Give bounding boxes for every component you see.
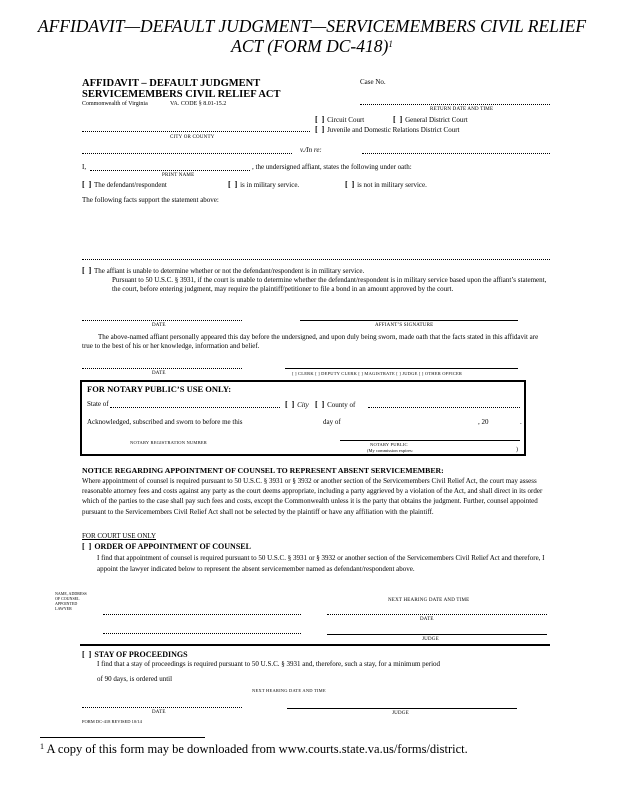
- general-district-option[interactable]: [ ] General District Court: [393, 115, 468, 124]
- unable-option[interactable]: [ ] The affiant is unable to determine whether or not the defendant/respondent is in military service.: [82, 266, 365, 275]
- page-title-line1: AFFIDAVIT—DEFAULT JUDGMENT—SERVICEMEMBERS CIVIL RELIEF: [37, 16, 587, 36]
- in-service-option[interactable]: [ ] is in military service.: [228, 180, 300, 189]
- not-in-service-checkbox[interactable]: [ ]: [345, 180, 356, 189]
- officer-date-label: DATE: [152, 371, 166, 376]
- circuit-court-option[interactable]: [ ] Circuit Court: [315, 115, 365, 124]
- section-divider: [80, 644, 550, 646]
- state-field[interactable]: [110, 407, 280, 408]
- stay-date-label: DATE: [152, 710, 166, 715]
- next-hearing-label: NEXT HEARING DATE AND TIME: [388, 598, 470, 603]
- affiant-date-label: DATE: [152, 323, 166, 328]
- affiant-intro-prefix: I,: [82, 163, 87, 171]
- order-judge-label: JUDGE: [422, 637, 439, 642]
- jdr-court-option[interactable]: [ ] Juvenile and Domestic Relations District Court: [315, 125, 460, 134]
- jdr-court-checkbox[interactable]: [ ]: [315, 125, 326, 134]
- form-title-line2: SERVICEMEMBERS CIVIL RELIEF ACT: [82, 89, 281, 100]
- city-option[interactable]: [ ] City: [285, 400, 309, 409]
- notary-registration-label: NOTARY REGISTRATION NUMBER: [130, 440, 207, 445]
- officer-signature-field[interactable]: [285, 368, 518, 369]
- next-hearing-field[interactable]: [327, 614, 547, 615]
- county-field[interactable]: [368, 407, 520, 408]
- stay-date-field[interactable]: [82, 707, 242, 708]
- circuit-court-checkbox[interactable]: [ ]: [315, 115, 326, 124]
- return-date-field[interactable]: [360, 104, 550, 105]
- order-judge-signature-field[interactable]: [327, 634, 547, 635]
- return-date-label: RETURN DATE AND TIME: [430, 107, 494, 112]
- notice-body: Where appointment of counsel is required pursuant to 50 U.S.C. § 3931 or § 3932 or another section of the Servicemembers Civil Relief Act, the court may assess reasonable attorney fees and costs against any party as the court deems appropriate, including a party aggrieved by a violation of the Act, and shall direct in its order which of the parties to the case shall pay such fees and costs, except the Commonwealth unless it is the party that obtains the judgment. Further, counsel appointed pursuant to the Servicemembers Civil Relief Act shall not be selected by the plaintiff or have any affiliation with the plaintiff.: [82, 477, 543, 516]
- form-title-line1: AFFIDAVIT – DEFAULT JUDGMENT: [82, 78, 261, 89]
- facts-label: The following facts support the statement above:: [82, 196, 219, 204]
- day-of-label: day of: [323, 418, 341, 426]
- stay-checkbox[interactable]: [ ]: [82, 650, 93, 659]
- stay-option[interactable]: [ ] STAY OF PROCEEDINGS: [82, 650, 188, 659]
- stay-next-hearing-label: NEXT HEARING DATE AND TIME: [252, 688, 326, 693]
- defendant-checkbox[interactable]: [ ]: [82, 180, 93, 189]
- footnote-rule: [40, 737, 205, 738]
- stay-judge-signature-field[interactable]: [287, 708, 517, 709]
- form-id: FORM DC-418 REVISED 10/14: [82, 719, 142, 724]
- city-checkbox[interactable]: [ ]: [285, 400, 296, 409]
- page-title-line2: ACT (FORM DC-418)$^1$: [231, 36, 393, 56]
- in-re-label: v./In re:: [300, 146, 322, 154]
- plaintiff-field[interactable]: [82, 153, 292, 154]
- acknowledged-label: Acknowledged, subscribed and sworn to before me this: [87, 418, 243, 426]
- affiant-date-field[interactable]: [82, 320, 242, 321]
- in-service-checkbox[interactable]: [ ]: [228, 180, 239, 189]
- footnote: $^1$ A copy of this form may be downloaded from www.courts.state.va.us/forms/district.: [40, 742, 468, 756]
- counsel-address-field[interactable]: [103, 633, 301, 634]
- notary-heading: FOR NOTARY PUBLIC’S USE ONLY:: [87, 384, 232, 394]
- counsel-name-field[interactable]: [103, 614, 301, 615]
- sworn-statement: The above-named affiant personally appeared this day before the undersigned, and upon duly being sworn, made oath that the facts stated in this affidavit are true to the best of his or her knowledge, information and belief.: [82, 333, 539, 350]
- defendant-field[interactable]: [362, 153, 550, 154]
- order-checkbox[interactable]: [ ]: [82, 542, 93, 551]
- city-county-field[interactable]: [82, 131, 310, 132]
- order-body: I find that appointment of counsel is required pursuant to 50 U.S.C. § 3931 or § 3932 or another section of the Servicemembers Civil Relief Act and therefore, I appoint the lawyer indicated below to represent the absent servicemember named as defendant/respondent above.: [97, 554, 545, 573]
- affiant-intro-suffix: , the undersigned affiant, states the following under oath:: [252, 163, 412, 171]
- notary-signature-field[interactable]: [340, 440, 520, 441]
- commission-label: (My commission expires:: [367, 448, 413, 453]
- year-period: .: [520, 418, 522, 426]
- state-label: State of: [87, 400, 109, 408]
- county-checkbox[interactable]: [ ]: [315, 400, 326, 409]
- case-no-label: Case No.: [360, 78, 386, 86]
- footnote-text: A copy of this form may be downloaded from www.courts.state.va.us/forms/district.: [46, 742, 468, 756]
- affiant-signature-field[interactable]: [300, 320, 518, 321]
- stay-judge-label: JUDGE: [392, 711, 409, 716]
- facts-line[interactable]: [82, 259, 550, 260]
- facts-textarea[interactable]: [82, 206, 550, 258]
- court-use-heading: FOR COURT USE ONLY: [82, 532, 157, 540]
- jurisdiction-label: Commonwealth of Virginia: [82, 101, 148, 107]
- general-district-checkbox[interactable]: [ ]: [393, 115, 404, 124]
- not-in-service-option[interactable]: [ ] is not in military service.: [345, 180, 427, 189]
- order-option[interactable]: [ ] ORDER OF APPOINTMENT OF COUNSEL: [82, 542, 251, 551]
- defendant-status-option[interactable]: [ ] The defendant/respondent: [82, 180, 167, 189]
- year-prefix: , 20: [478, 418, 489, 426]
- county-option[interactable]: [ ] County of: [315, 400, 356, 409]
- notary-public-label: NOTARY PUBLIC: [370, 442, 408, 447]
- stay-body-1: I find that a stay of proceedings is required pursuant to 50 U.S.C. § 3931 and, therefore, such a stay, for a minimum period: [97, 660, 441, 668]
- affiant-name-field[interactable]: [90, 170, 250, 171]
- unable-checkbox[interactable]: [ ]: [82, 266, 93, 275]
- commission-close: ): [516, 447, 518, 453]
- footnote-marker: 1: [388, 39, 393, 49]
- officer-options[interactable]: [ ] CLERK [ ] DEPUTY CLERK [ ] MAGISTRATE [ ] JUDGE [ ] OTHER OFFICER: [292, 371, 463, 376]
- page-title: [0, 16, 624, 56]
- order-date-label: DATE: [420, 617, 434, 622]
- code-label: VA. CODE § 8.01-15.2: [170, 101, 227, 107]
- officer-date-field[interactable]: [82, 368, 242, 369]
- city-county-label: CITY OR COUNTY: [170, 135, 215, 140]
- notice-heading: NOTICE REGARDING APPOINTMENT OF COUNSEL TO REPRESENT ABSENT SERVICEMEMBER:: [82, 466, 444, 475]
- stay-body-2: of 90 days, is ordered until: [97, 675, 173, 683]
- unable-note: Pursuant to 50 U.S.C. § 3931, if the court is unable to determine whether the defendant/respondent is in military service based upon the affiant’s statement, the court, before entering judgment, may require the plaintiff/petitioner to file a bond in an amount approved by the court.: [112, 276, 547, 293]
- counsel-label: NAME, ADDRESS OF COUNSEL APPOINTED LAWYER: [55, 591, 87, 611]
- print-name-label: PRINT NAME: [162, 173, 195, 178]
- affiant-signature-label: AFFIANT’S SIGNATURE: [375, 323, 434, 328]
